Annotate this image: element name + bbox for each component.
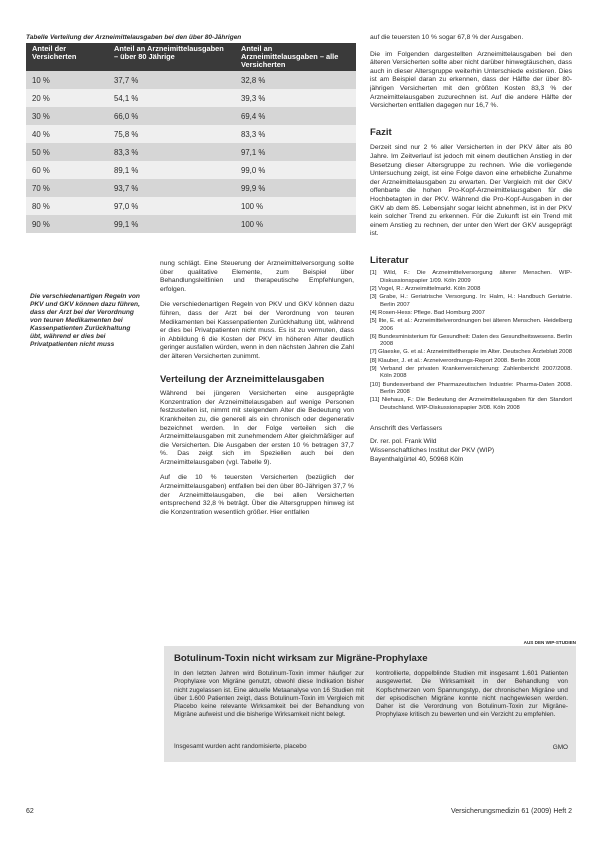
paragraph: auf die teuersten 10 % sogar 67,8 % der Ausgaben. [370, 34, 524, 41]
paragraph: Derzeit sind nur 2 % aller Versicherten in der PKV älter als 80 Jahre. Im Zeitverlauf ist jedoch mit einem deutlichen Anstieg in der Besetzung dieser Altersgruppe zu rechnen. Wie die vorliegende Untersuchung zeigt, ist eine Folge davon eine erhebliche Zunahme der Arzneimittelausgaben zu erwarten. Der Vergleich mit der GKV offenbarte die hohen Pro-Kopf-Arzneimittelausgaben für die Hochbetagten in der PKV. Während die Pro-Kopf-Ausgaben in der GKV ab dem 85. Lebensjahr sogar leicht abnehmen, ist in der PKV kein solcher Trend zu erkennen. Für die Zukunft ist ein Trend mit einem Anstieg zu rechnen, der unter den Wert der GKV ausgeprägt ist. [370, 144, 572, 238]
table-cell: 32,8 % [235, 71, 356, 89]
table-cell: 50 % [26, 143, 108, 161]
author-line: Dr. rer. pol. Frank Wild [370, 437, 437, 445]
reference-item: [9] Verband der privaten Krankenversicherung: Zahlenbericht 2007/2008. Köln 2008 [370, 366, 572, 380]
table-cell: 40 % [26, 125, 108, 143]
reference-item: [2] Vogel, R.: Arzneimittelmarkt. Köln 2008 [370, 286, 481, 293]
table-row [26, 143, 356, 161]
table-row [26, 197, 356, 215]
table-row [26, 71, 356, 89]
table-header: Anteil an Arzneimittelausgaben – alle Versicherten [235, 43, 356, 71]
author-line: Wissenschaftliches Institut der PKV (WIP) [370, 446, 495, 454]
table-caption: Tabelle Verteilung der Arzneimittelausgaben bei den über 80-Jährigen [26, 34, 242, 41]
literature-heading: Literatur [370, 254, 409, 266]
table-cell: 99,1 % [108, 215, 235, 233]
table-cell: 97,1 % [235, 143, 356, 161]
table-cell: 60 % [26, 161, 108, 179]
author-line: Bayenthalgürtel 40, 50968 Köln [370, 455, 464, 463]
box-text-left: In den letzten Jahren wird Botulinum-Toxin immer häufiger zur Prophylaxe von Migräne genutzt, obwohl diese Indikation bisher nicht zugelassen ist. Eine aktuelle Metaanalyse von 16 Studien mit über 1.600 Patienten zeigt, dass Botulinum-Toxin im Vergleich mit Placebo keine relevante Wirksamkeit bei der Behandlung von Migräne aufweist und die bisherige Wirksamkeit nicht belegt. [174, 670, 364, 719]
info-box [164, 646, 576, 762]
table-row [26, 215, 356, 233]
table-cell: 83,3 % [235, 125, 356, 143]
table-cell: 90 % [26, 215, 108, 233]
table-row [26, 107, 356, 125]
paragraph: Während bei jüngeren Versicherten eine ausgeprägte Konzentration der Arzneimittelausgaben auf wenige Personen festzustellen ist, nimmt mit steigendem Alter die Bedeutung von Krankheiten zu, die generell als ein chronisch oder degenerativ bezeichnet werden. In der Folge verteilen sich die Arzneimittelausgaben mit zunehmendem Alter gleichmäßiger auf die Versicherten. Die Ausgaben der ersten 10 % betragen 37,7 %. Das zeigt sich im Speziellen auch bei den Arzneimittelausgaben (vgl. Tabelle 9). [160, 390, 354, 466]
reference-item: [10] Bundesverband der Pharmazeutischen Industrie: Pharma-Daten 2008. Berlin 2008 [370, 381, 572, 395]
paragraph: Auf die 10 % teuersten Versicherten (bezüglich der Arzneimittelausgaben) entfallen bei den über 80-Jährigen 37,7 % der Arzneimittelausgaben, die bei allen Versicherten entsprechend 32,8 % beträgt. Über die Altersgruppen hinweg ist die Konzentration wesentlich größer. Hier entfallen [160, 474, 354, 516]
table-cell: 89,1 % [108, 161, 235, 179]
table-cell: 99,9 % [235, 179, 356, 197]
paragraph: Die im Folgenden dargestellten Arzneimittelausgaben bei den älteren Versicherten sollte aber nicht darüber hinwegtäuschen, dass auch in dieser Altersgruppe weiterhin Unterschiede existieren. Dies ist am Beispiel daran zu erkennen, dass der Hälfte der über 80-jährigen Versicherten mit den größten Kosten 83,3 % der Arzneimittelausgaben zuzurechnen ist. Auf die andere Hälfte der Versicherten entfallen dagegen nur 16,7 %. [370, 50, 572, 110]
author-address [370, 424, 572, 464]
table-row [26, 89, 356, 107]
table-cell: 10 % [26, 71, 108, 89]
box-signature: GMO [552, 744, 568, 751]
journal-footer: Versicherungsmedizin 61 (2009) Heft 2 [450, 808, 572, 815]
table-cell: 99,0 % [235, 161, 356, 179]
reference-list [370, 270, 572, 411]
table-cell: 97,0 % [108, 197, 235, 215]
page-number: 62 [26, 808, 34, 815]
box-text-left-end: Insgesamt wurden acht randomisierte, placebo [174, 743, 307, 750]
table-row [26, 125, 356, 143]
table-cell: 39,3 % [235, 89, 356, 107]
table-cell: 70 % [26, 179, 108, 197]
left-column [160, 260, 354, 635]
box-label: AUS DEN WIP-STUDIEN [523, 640, 576, 645]
reference-item: [11] Niehaus, F.: Die Bedeutung der Arzneimittelausgaben für den Standort Deutschland. WIP-Diskussionspapier 3/08. Köln 2008 [370, 397, 572, 411]
table-cell: 66,0 % [108, 107, 235, 125]
reference-item: [1] Wild, F.: Die Arzneimittelversorgung älterer Menschen. WIP-Diskussionspapier 1/09. Köln 2009 [370, 270, 572, 284]
reference-item: [6] Bundesministerium für Gesundheit: Daten des Gesundheitswesens. Berlin 2008 [370, 333, 572, 348]
table-cell: 37,7 % [108, 71, 235, 89]
section-heading: Fazit [370, 126, 392, 138]
reference-item: [7] Glaeske, G. et al.: Arzneimitteltherapie im Alter. Deutsches Ärzteblatt 2008 [370, 349, 572, 356]
reference-item: [4] Rosen-Hess: Pflege. Bad Homburg 2007 [370, 309, 485, 316]
margin-note: Die verschiedenartigen Regeln von PKV und GKV können dazu führen, dass der Arzt bei der Verordnung von teuren Medikamenten bei Kassenpatienten Zurückhaltung übt, während er dies bei Privatpatienten nicht muss [30, 293, 140, 348]
section-heading: Verteilung der Arzneimittelausgaben [160, 373, 325, 385]
table-cell: 69,4 % [235, 107, 356, 125]
reference-item: [5] Ilte, E. et al.: Arzneimittelverordnungen bei älteren Menschen. Heidelberg 2006 [370, 318, 572, 332]
table-cell: 83,3 % [108, 143, 235, 161]
box-title: Botulinum-Toxin nicht wirksam zur Migräne-Prophylaxe [174, 653, 428, 664]
table-row [26, 179, 356, 197]
table-row [26, 161, 356, 179]
table-cell: 75,8 % [108, 125, 235, 143]
table-header: Anteil an Arzneimittelausgaben – über 80 Jährige [108, 43, 235, 71]
right-column [370, 34, 572, 626]
table-cell: 20 % [26, 89, 108, 107]
reference-item: [3] Grabe, H.: Geriatrische Versorgung. In: Halm, H.: Handbuch Geriatrie. Berlin 2007 [370, 294, 572, 308]
paragraph: nung schlägt. Eine Steuerung der Arzneimittelversorgung sollte über qualitative Elemente, zum Beispiel über Behandlungsleitlinien und therapeutische Empfehlungen, erfolgen. [160, 260, 354, 293]
reference-item: [8] Klauber, J. et al.: Arzneiverordnungs-Report 2008. Berlin 2008 [370, 357, 541, 364]
table-cell: 80 % [26, 197, 108, 215]
table-cell: 93,7 % [108, 179, 235, 197]
table-header: Anteil der Versicherten [26, 43, 108, 71]
table-cell: 100 % [235, 197, 356, 215]
paragraph: Die verschiedenartigen Regeln von PKV und GKV können dazu führen, dass der Arzt bei der Verordnung von teuren Medikamenten bei Kassenpatienten Zurückhaltung übt, während er dies bei Privatpatienten nicht muss. Es ist zu vermuten, dass in Abbildung 6 die Kosten der PKV im höheren Alter deutlich geringer ausfallen würden, wenn in den nächsten Jahren die Zahl der älteren Versicherten zunimmt. [160, 301, 354, 360]
author-address-title: Anschrift des Verfassers [370, 424, 443, 432]
table-cell: 30 % [26, 107, 108, 125]
distribution-table [26, 43, 356, 233]
table-cell: 100 % [235, 215, 356, 233]
table-cell: 54,1 % [108, 89, 235, 107]
box-text-right: kontrollierte, doppelblinde Studien mit insgesamt 1.601 Patienten ausgewertet. Die Wirksamkeit in der Behandlung von Kopfschmerzen vom Spannungstyp, der chronischen Migräne und der episodischen Migräne konnte nicht nachgewiesen werden. Daher ist die Verordnung von Botulinum-Toxin zur Migräne-Prophylaxe kritisch zu bewerten und ein Verzicht zu empfehlen. [376, 670, 568, 719]
